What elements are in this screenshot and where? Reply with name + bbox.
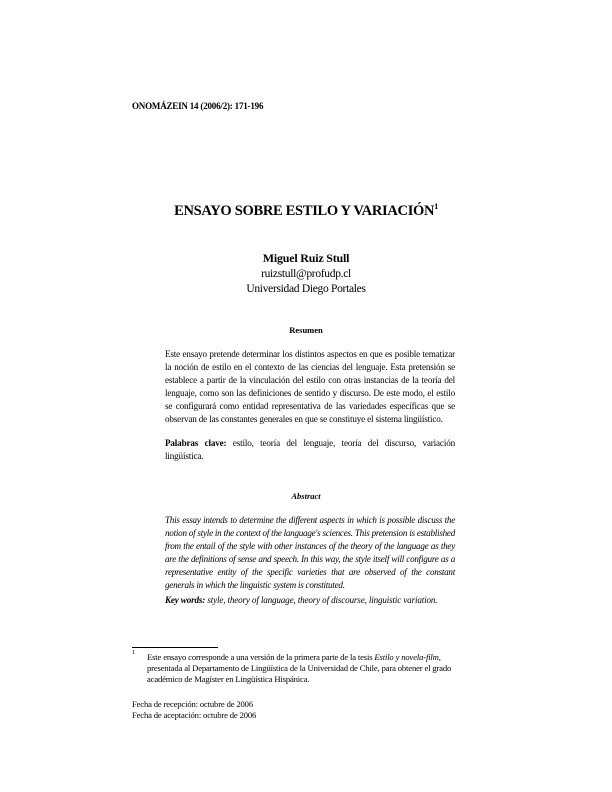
publication-dates (132, 699, 256, 721)
date-received: Fecha de recepción: octubre de 2006 (132, 699, 253, 709)
date-accepted: Fecha de aceptación: octubre de 2006 (132, 710, 257, 720)
resumen-body: Este ensayo pretende determinar los distintos aspectos en que es posible tematizar la noción de estilo en el contexto de las ciencias del lenguaje. Esta pretensión se establece a partir de la vinculación del estilo con otras instancias de la teoría del lenguaje, como son las definiciones de sentido y discurso. De este modo, el estilo se configurará como entidad representativa de las variedades específicas que se observan de las constantes generales en que se constituye el sistema lingüístico. (165, 349, 455, 424)
abstract-body: This essay intends to determine the different aspects in which is possible discuss the notion of style in the context of the language's sciences. This pretension is established from the entail of the style with other instances of the theory of the language as they are the definitions of sense and speech. In this way, the style itself will configure as a representative entity of the specific varieties that are observed of the constant generals in which the linguistic system is constituted. (165, 515, 455, 590)
article-title-text: ENSAYO SOBRE ESTILO Y VARIACIÓN (174, 203, 435, 219)
title-footnote-marker[interactable]: 1 (434, 202, 438, 211)
footnote-divider (132, 647, 218, 648)
palabras-clave-values: estilo, teoría del lenguaje, teoría del discurso, variación lingüística. (165, 438, 455, 461)
palabras-clave-label: Palabras clave: (165, 438, 227, 448)
footnote-text-after: , presentada al Departamento de Lingüística de la Universidad de Chile, para obtener el grado académico de Magíster en Lingüística Hispánica. (147, 652, 452, 684)
footnote-thesis-title: Estilo y novela-film (374, 652, 439, 662)
abstract-heading: Abstract (291, 491, 321, 501)
author-name: Miguel Ruiz Stull (262, 251, 350, 265)
footnote-marker: 1 (132, 649, 136, 656)
palabras-clave (165, 437, 455, 463)
resumen-heading: Resumen (289, 325, 323, 335)
author-email[interactable]: ruizstull@profudp.cl (261, 268, 351, 280)
footnote-text-before: Este ensayo corresponde a una versión de la primera parte de la tesis (147, 652, 375, 662)
key-words-label: Key words: (165, 595, 206, 605)
article-title (0, 203, 612, 220)
journal-header: ONOMÁZEIN 14 (2006/2): 171-196 (132, 101, 264, 111)
key-words (165, 594, 455, 607)
author-affiliation: Universidad Diego Portales (246, 283, 366, 295)
key-words-values: style, theory of language, theory of discourse, linguistic variation. (207, 595, 438, 605)
footnote-text (147, 652, 455, 685)
